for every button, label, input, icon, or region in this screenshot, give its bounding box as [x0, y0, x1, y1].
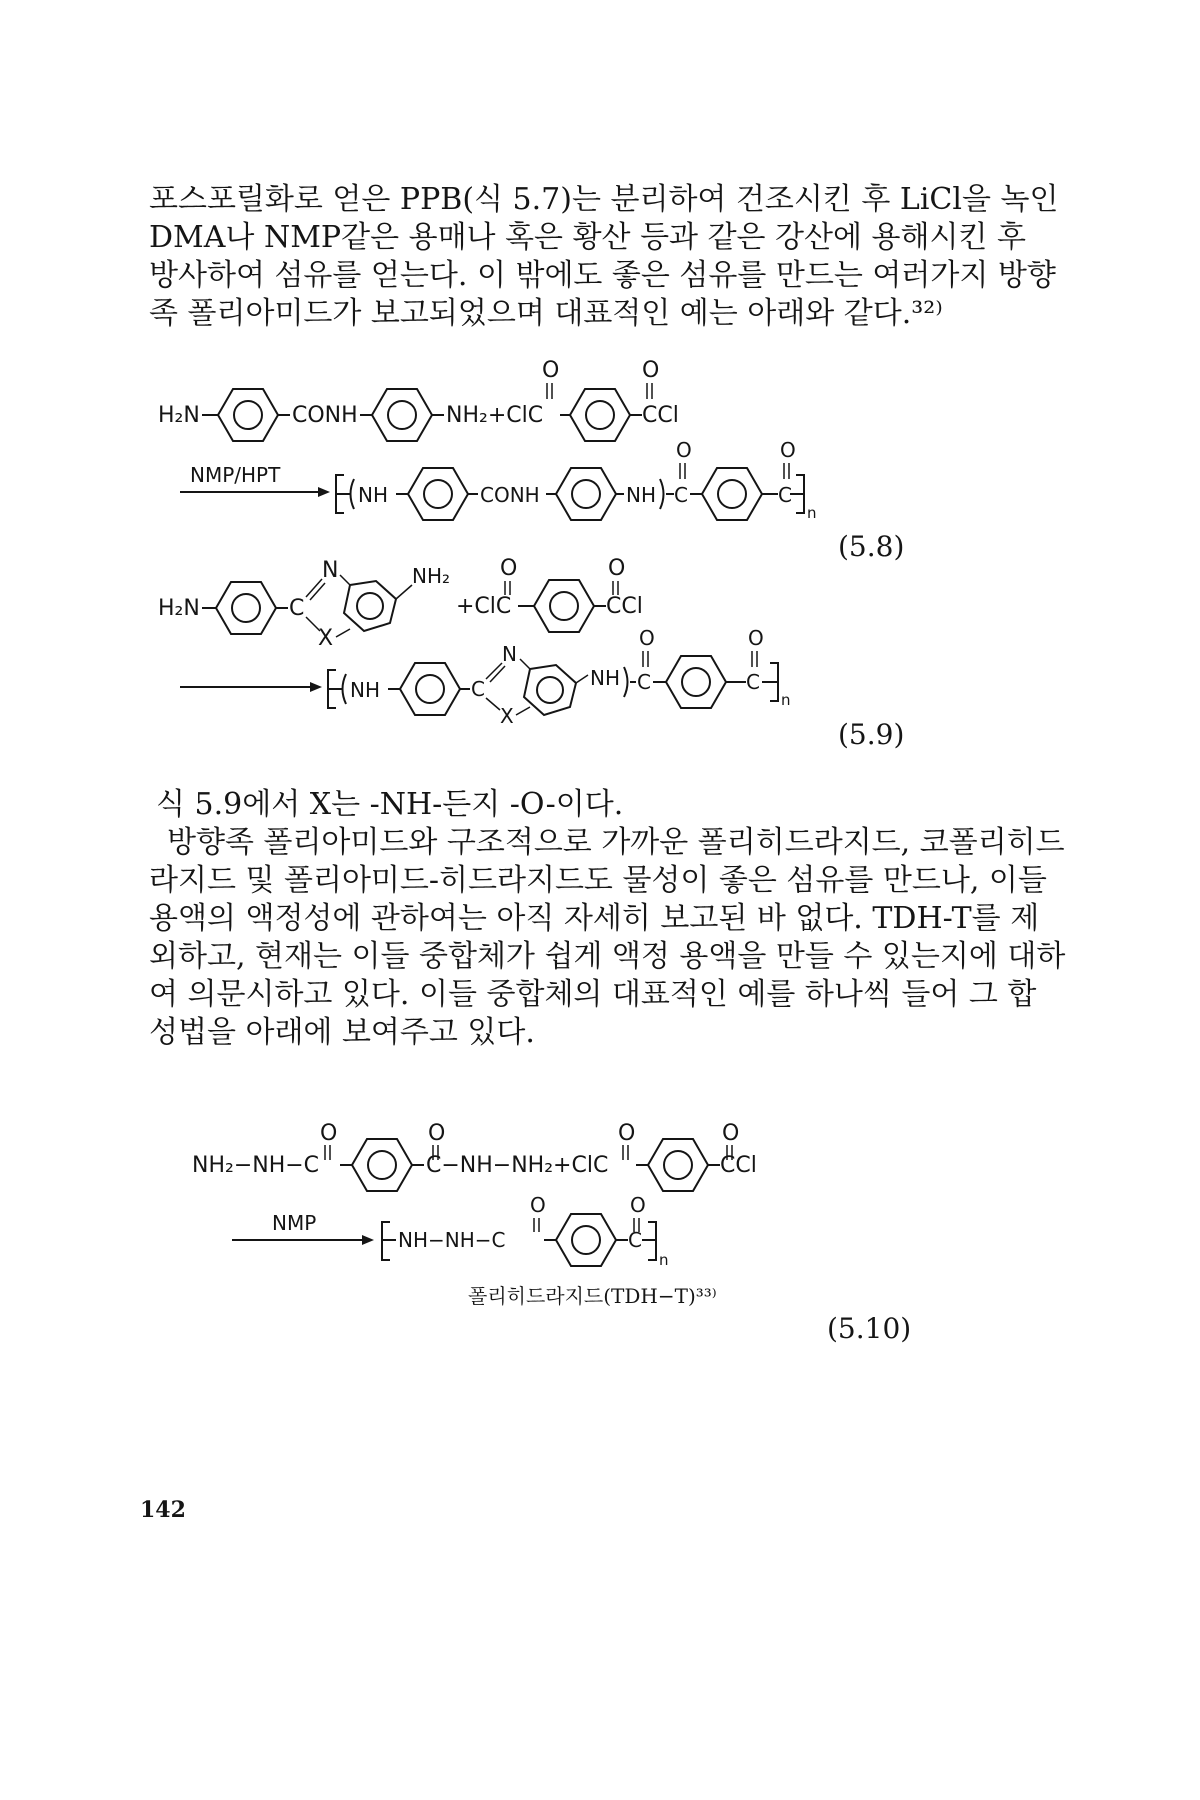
- equation-5-9: [150, 555, 920, 725]
- equation-number-5-9: (5.9): [838, 718, 905, 751]
- text-line: 성법을 아래에 보여주고 있다.: [149, 1015, 535, 1050]
- nh2-plus-clc-label: NH₂+ClC: [446, 403, 544, 428]
- carbonyl-oxygen: O: [676, 438, 692, 462]
- benzene-ring: [534, 580, 594, 632]
- ccl-label: CCl: [642, 403, 679, 428]
- carbonyl-oxygen: O: [618, 1121, 636, 1146]
- page-number: 142: [140, 1497, 186, 1523]
- carbon-label: C: [778, 483, 792, 507]
- paragraph-polyhydrazide: [149, 786, 1066, 1052]
- text-line: 족 폴리아미드가 보고되었으며 대표적인 예는 아래와 같다.³²⁾: [149, 296, 943, 331]
- nitrogen-atom: N: [502, 642, 517, 666]
- benzene-ring: [218, 389, 278, 441]
- carbonyl-oxygen: O: [722, 1121, 740, 1146]
- h2n-label: H₂N: [158, 596, 200, 621]
- text-line: 여 의문시하고 있다. 이들 중합체의 대표적인 예를 하나씩 들어 그 합: [149, 977, 1037, 1012]
- hydrazide-start-label: NH₂−NH−C: [192, 1153, 320, 1178]
- benzene-ring: [400, 663, 460, 715]
- text-line: 포스포릴화로 얻은 PPB(식 5.7)는 분리하여 건조시킨 후 LiCl을 녹인: [149, 182, 1059, 217]
- ccl-label: CCl: [720, 1153, 757, 1178]
- carbonyl-oxygen: O: [428, 1121, 446, 1146]
- repeat-unit-subscript: n: [781, 691, 791, 709]
- nh-label: NH: [626, 483, 656, 507]
- equation-5-8: [150, 355, 920, 530]
- carbon-label: C: [289, 596, 305, 621]
- text-line: 용액의 액정성에 관하여는 아직 자세히 보고된 바 없다. TDH-T를 제: [149, 901, 1040, 936]
- carbon-label: C: [637, 670, 651, 694]
- carbon-label: C: [628, 1228, 642, 1252]
- benzene-ring: [556, 468, 616, 520]
- paragraph-intro: [149, 181, 1059, 333]
- nh-label: NH: [590, 666, 620, 690]
- benzene-ring: [648, 1139, 708, 1191]
- carbon-label: C: [471, 677, 485, 701]
- reaction-condition: NMP/HPT: [190, 463, 281, 487]
- text-line: 외하고, 현재는 이들 중합체가 쉽게 액정 용액을 만들 수 있는지에 대하: [149, 939, 1066, 974]
- carbonyl-oxygen: O: [639, 626, 655, 650]
- polymer-name: 폴리히드라지드(TDH−T)³³⁾: [468, 1284, 717, 1308]
- benzene-ring: [556, 1214, 616, 1266]
- plus-clc-label: +ClC: [456, 594, 512, 619]
- hydrazide-middle-label: C−NH−NH₂+ClC: [426, 1153, 609, 1178]
- benzene-ring: [702, 468, 762, 520]
- carbonyl-oxygen: O: [642, 358, 660, 383]
- benzene-ring: [524, 665, 576, 715]
- heteroatom-x: X: [318, 626, 334, 651]
- benzene-ring: [666, 656, 726, 708]
- carbonyl-oxygen: O: [320, 1121, 338, 1146]
- text-line: 라지드 및 폴리아미드-히드라지드도 물성이 좋은 섬유를 만드나, 이들: [149, 863, 1047, 898]
- equation-5-10: [150, 1120, 920, 1320]
- hydrazide-repeat-label: NH−NH−C: [398, 1228, 506, 1252]
- benzene-ring: [216, 582, 276, 634]
- equation-number-5-8: (5.8): [838, 530, 905, 563]
- benzene-ring: [344, 581, 396, 631]
- text-line: 방사하여 섬유를 얻는다. 이 밖에도 좋은 섬유를 만드는 여러가지 방향: [149, 258, 1056, 293]
- nh-label: NH: [358, 483, 388, 507]
- repeat-unit-subscript: n: [659, 1251, 669, 1269]
- conh-label: CONH: [292, 403, 358, 428]
- heteroatom-x: X: [500, 704, 514, 725]
- nitrogen-atom: N: [322, 558, 339, 583]
- text-line: DMA나 NMP같은 용매나 혹은 황산 등과 같은 강산에 용해시킨 후: [149, 220, 1026, 255]
- benzene-ring: [372, 389, 432, 441]
- ccl-label: CCl: [606, 594, 643, 619]
- benzene-ring: [408, 468, 468, 520]
- carbonyl-oxygen: O: [542, 358, 560, 383]
- repeat-unit-subscript: n: [807, 504, 817, 522]
- carbonyl-oxygen: O: [530, 1193, 546, 1217]
- nh2-label: NH₂: [412, 564, 451, 588]
- h2n-label: H₂N: [158, 403, 200, 428]
- carbonyl-oxygen: O: [630, 1193, 646, 1217]
- carbonyl-oxygen: O: [780, 438, 796, 462]
- carbonyl-oxygen: O: [748, 626, 764, 650]
- text-line: 방향족 폴리아미드와 구조적으로 가까운 폴리히드라지드, 코폴리히드: [167, 825, 1065, 860]
- reaction-condition: NMP: [272, 1211, 317, 1235]
- text-line: 식 5.9에서 X는 -NH-든지 -O-이다.: [156, 787, 624, 822]
- carbonyl-oxygen: O: [608, 556, 626, 581]
- benzene-ring: [352, 1139, 412, 1191]
- nh-label: NH: [350, 678, 380, 702]
- conh-label: CONH: [480, 483, 540, 507]
- carbon-label: C: [746, 670, 760, 694]
- equation-number-5-10: (5.10): [827, 1312, 912, 1345]
- carbonyl-oxygen: O: [500, 556, 518, 581]
- benzene-ring: [570, 389, 630, 441]
- carbon-label: C: [674, 483, 688, 507]
